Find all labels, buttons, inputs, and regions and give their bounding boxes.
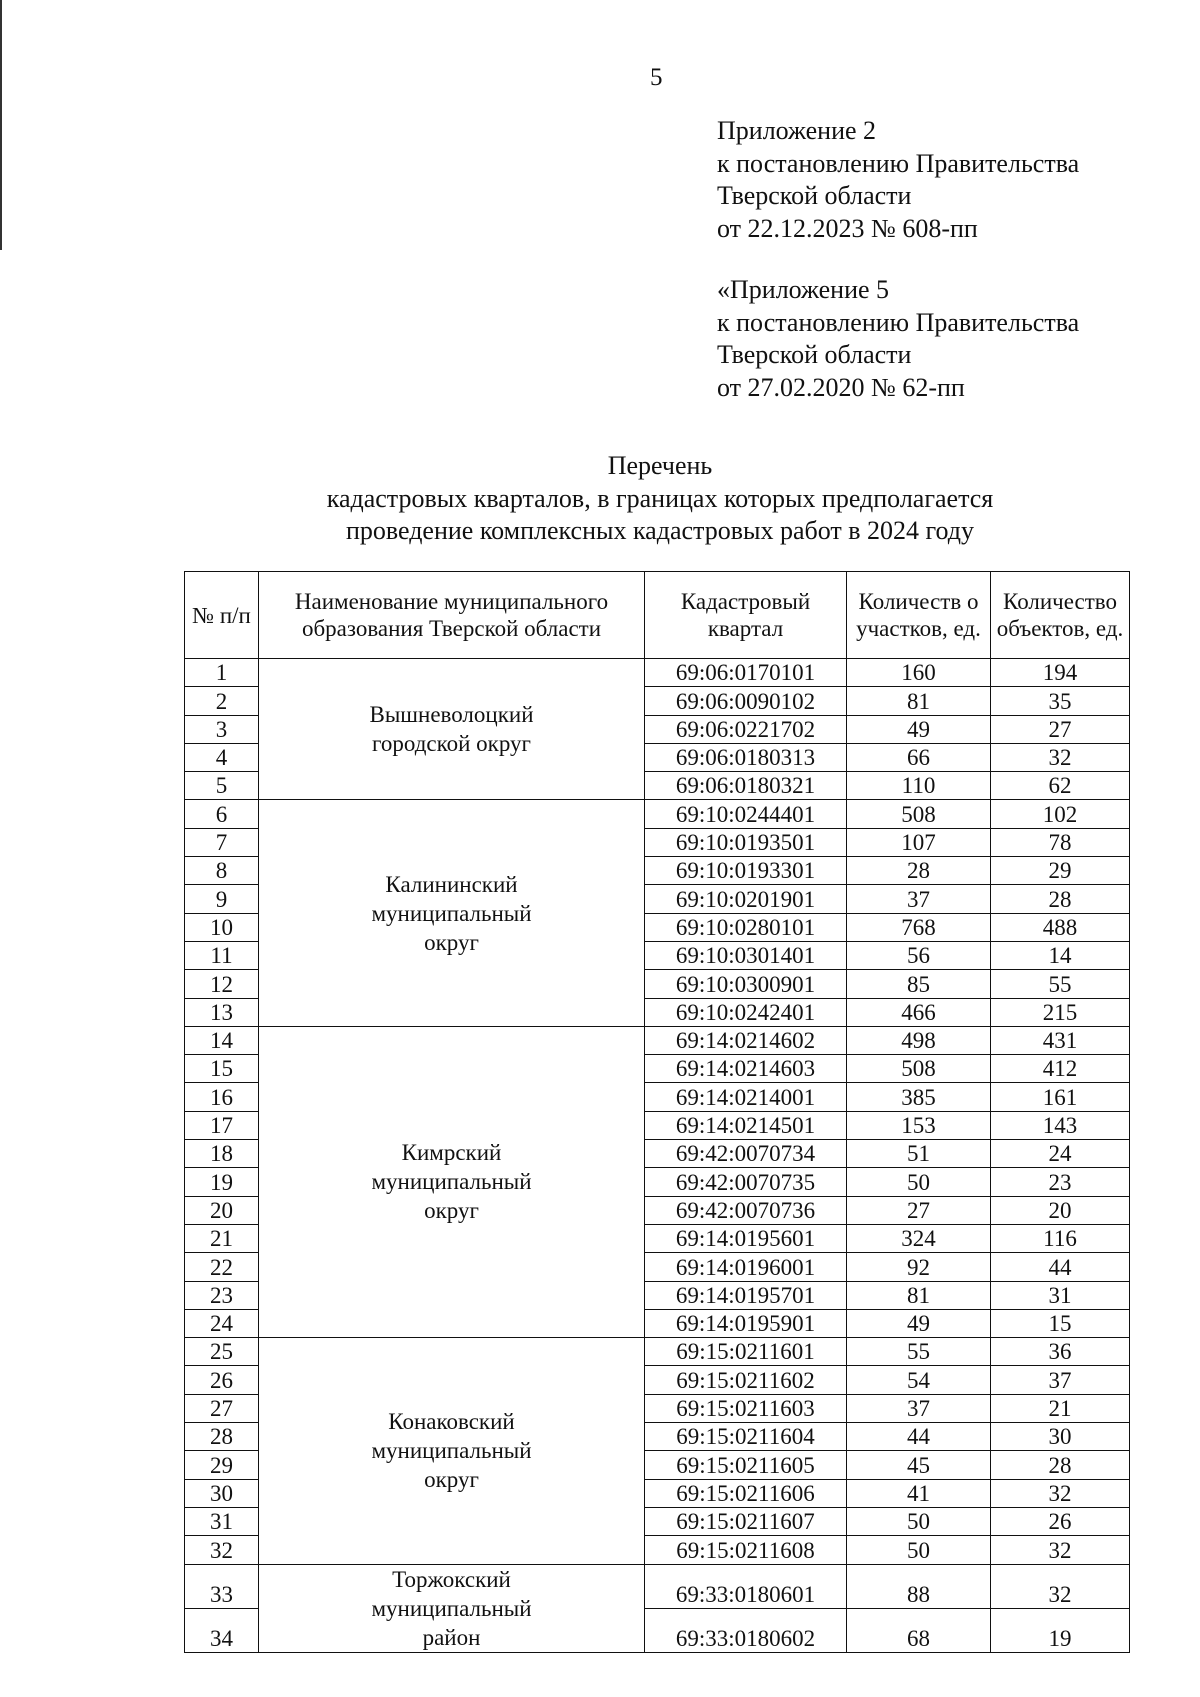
plots-count: 28 bbox=[847, 857, 991, 885]
row-number: 27 bbox=[185, 1394, 259, 1422]
objects-count: 26 bbox=[991, 1507, 1130, 1535]
row-number: 33 bbox=[185, 1564, 259, 1608]
row-number: 14 bbox=[185, 1026, 259, 1054]
plots-count: 66 bbox=[847, 743, 991, 771]
cadastral-quarter: 69:10:0201901 bbox=[645, 885, 847, 913]
table-row bbox=[185, 1338, 1130, 1366]
row-number: 21 bbox=[185, 1224, 259, 1252]
row-number: 11 bbox=[185, 941, 259, 969]
cadastral-quarter: 69:15:0211601 bbox=[645, 1338, 847, 1366]
cadastral-quarter: 69:06:0221702 bbox=[645, 715, 847, 743]
scan-edge-line bbox=[0, 0, 2, 250]
cadastral-quarter: 69:33:0180602 bbox=[645, 1608, 847, 1652]
table-body bbox=[185, 659, 1130, 1653]
title-line: кадастровых кварталов, в границах которых предполагается bbox=[326, 483, 994, 513]
cadastral-quarter: 69:10:0193501 bbox=[645, 828, 847, 856]
cadastral-quarter: 69:10:0193301 bbox=[645, 857, 847, 885]
header-cadastral-quarter: Кадастровый квартал bbox=[645, 572, 847, 659]
row-number: 28 bbox=[185, 1423, 259, 1451]
plots-count: 88 bbox=[847, 1564, 991, 1608]
title-line: Перечень bbox=[607, 451, 713, 480]
row-number: 20 bbox=[185, 1196, 259, 1224]
plots-count: 498 bbox=[847, 1026, 991, 1054]
annex-line: к постановлению Правительства bbox=[717, 307, 1080, 337]
row-number: 23 bbox=[185, 1281, 259, 1309]
row-number: 10 bbox=[185, 913, 259, 941]
cadastral-quarter: 69:06:0090102 bbox=[645, 687, 847, 715]
row-number: 16 bbox=[185, 1083, 259, 1111]
row-number: 15 bbox=[185, 1055, 259, 1083]
plots-count: 49 bbox=[847, 715, 991, 743]
cadastral-quarter: 69:15:0211606 bbox=[645, 1479, 847, 1507]
cadastral-quarter: 69:06:0180313 bbox=[645, 743, 847, 771]
plots-count: 50 bbox=[847, 1536, 991, 1564]
row-number: 1 bbox=[185, 659, 259, 687]
objects-count: 55 bbox=[991, 970, 1130, 998]
cadastral-quarter: 69:06:0180321 bbox=[645, 772, 847, 800]
objects-count: 23 bbox=[991, 1168, 1130, 1196]
row-number: 19 bbox=[185, 1168, 259, 1196]
objects-count: 161 bbox=[991, 1083, 1130, 1111]
row-number: 24 bbox=[185, 1309, 259, 1337]
objects-count: 44 bbox=[991, 1253, 1130, 1281]
plots-count: 49 bbox=[847, 1309, 991, 1337]
cadastral-quarter: 69:14:0195601 bbox=[645, 1224, 847, 1252]
plots-count: 68 bbox=[847, 1608, 991, 1652]
cadastral-quarter: 69:14:0214501 bbox=[645, 1111, 847, 1139]
row-number: 18 bbox=[185, 1140, 259, 1168]
header-plots-count: Количеств о участков, ед. bbox=[847, 572, 991, 659]
objects-count: 27 bbox=[991, 715, 1130, 743]
plots-count: 385 bbox=[847, 1083, 991, 1111]
table-row bbox=[185, 659, 1130, 687]
objects-count: 488 bbox=[991, 913, 1130, 941]
row-number: 31 bbox=[185, 1507, 259, 1535]
plots-count: 107 bbox=[847, 828, 991, 856]
objects-count: 30 bbox=[991, 1423, 1130, 1451]
plots-count: 153 bbox=[847, 1111, 991, 1139]
plots-count: 55 bbox=[847, 1338, 991, 1366]
cadastral-quarter: 69:14:0214602 bbox=[645, 1026, 847, 1054]
row-number: 9 bbox=[185, 885, 259, 913]
objects-count: 194 bbox=[991, 659, 1130, 687]
objects-count: 37 bbox=[991, 1366, 1130, 1394]
title-line: проведение комплексных кадастровых работ в 2024 году bbox=[345, 516, 975, 545]
municipality-name: Калининский муниципальный округ bbox=[259, 800, 645, 1026]
cadastral-quarter: 69:15:0211605 bbox=[645, 1451, 847, 1479]
table-row bbox=[185, 800, 1130, 828]
objects-count: 32 bbox=[991, 1536, 1130, 1564]
objects-count: 116 bbox=[991, 1224, 1130, 1252]
cadastral-quarter: 69:42:0070736 bbox=[645, 1196, 847, 1224]
plots-count: 324 bbox=[847, 1224, 991, 1252]
objects-count: 32 bbox=[991, 1479, 1130, 1507]
municipality-name: Конаковский муниципальный округ bbox=[259, 1338, 645, 1564]
plots-count: 50 bbox=[847, 1507, 991, 1535]
row-number: 17 bbox=[185, 1111, 259, 1139]
plots-count: 27 bbox=[847, 1196, 991, 1224]
plots-count: 44 bbox=[847, 1423, 991, 1451]
objects-count: 31 bbox=[991, 1281, 1130, 1309]
plots-count: 56 bbox=[847, 941, 991, 969]
objects-count: 431 bbox=[991, 1026, 1130, 1054]
plots-count: 85 bbox=[847, 970, 991, 998]
table-header-row bbox=[185, 572, 1130, 659]
objects-count: 19 bbox=[991, 1608, 1130, 1652]
plots-count: 92 bbox=[847, 1253, 991, 1281]
row-number: 2 bbox=[185, 687, 259, 715]
row-number: 32 bbox=[185, 1536, 259, 1564]
objects-count: 29 bbox=[991, 857, 1130, 885]
plots-count: 508 bbox=[847, 1055, 991, 1083]
cadastral-quarter: 69:10:0280101 bbox=[645, 913, 847, 941]
objects-count: 215 bbox=[991, 998, 1130, 1026]
row-number: 8 bbox=[185, 857, 259, 885]
plots-count: 81 bbox=[847, 1281, 991, 1309]
annex-line: от 22.12.2023 № 608-пп bbox=[717, 213, 978, 243]
plots-count: 768 bbox=[847, 913, 991, 941]
objects-count: 36 bbox=[991, 1338, 1130, 1366]
row-number: 26 bbox=[185, 1366, 259, 1394]
cadastral-quarter: 69:06:0170101 bbox=[645, 659, 847, 687]
row-number: 25 bbox=[185, 1338, 259, 1366]
cadastral-quarter: 69:14:0195701 bbox=[645, 1281, 847, 1309]
objects-count: 28 bbox=[991, 1451, 1130, 1479]
objects-count: 28 bbox=[991, 885, 1130, 913]
objects-count: 15 bbox=[991, 1309, 1130, 1337]
cadastral-quarter: 69:42:0070734 bbox=[645, 1140, 847, 1168]
row-number: 12 bbox=[185, 970, 259, 998]
objects-count: 102 bbox=[991, 800, 1130, 828]
objects-count: 14 bbox=[991, 941, 1130, 969]
objects-count: 143 bbox=[991, 1111, 1130, 1139]
cadastral-quarter: 69:33:0180601 bbox=[645, 1564, 847, 1608]
annex-line: Приложение 2 bbox=[717, 116, 877, 145]
objects-count: 24 bbox=[991, 1140, 1130, 1168]
cadastral-quarter: 69:10:0244401 bbox=[645, 800, 847, 828]
annex-line: Тверской области bbox=[717, 181, 912, 210]
page-number: 5 bbox=[650, 64, 663, 91]
annex-line: Тверской области bbox=[717, 340, 912, 369]
objects-count: 62 bbox=[991, 772, 1130, 800]
row-number: 3 bbox=[185, 715, 259, 743]
plots-count: 37 bbox=[847, 1394, 991, 1422]
objects-count: 20 bbox=[991, 1196, 1130, 1224]
cadastral-quarter: 69:10:0301401 bbox=[645, 941, 847, 969]
plots-count: 41 bbox=[847, 1479, 991, 1507]
objects-count: 78 bbox=[991, 828, 1130, 856]
plots-count: 45 bbox=[847, 1451, 991, 1479]
row-number: 34 bbox=[185, 1608, 259, 1652]
annex-current-block bbox=[717, 115, 1079, 245]
cadastral-quarters-table bbox=[184, 571, 1130, 1653]
cadastral-quarter: 69:15:0211608 bbox=[645, 1536, 847, 1564]
objects-count: 32 bbox=[991, 1564, 1130, 1608]
cadastral-quarter: 69:14:0214001 bbox=[645, 1083, 847, 1111]
cadastral-quarter: 69:10:0242401 bbox=[645, 998, 847, 1026]
row-number: 29 bbox=[185, 1451, 259, 1479]
header-municipality: Наименование муниципального образования Тверской области bbox=[259, 572, 645, 659]
plots-count: 81 bbox=[847, 687, 991, 715]
document-title bbox=[0, 450, 1200, 548]
annex-line: от 27.02.2020 № 62-пп bbox=[717, 372, 965, 402]
municipality-name: Кимрский муниципальный округ bbox=[259, 1026, 645, 1337]
municipality-name: Торжокский муниципальный район bbox=[259, 1564, 645, 1652]
row-number: 5 bbox=[185, 772, 259, 800]
cadastral-quarter: 69:14:0214603 bbox=[645, 1055, 847, 1083]
table-row bbox=[185, 1564, 1130, 1608]
plots-count: 508 bbox=[847, 800, 991, 828]
plots-count: 160 bbox=[847, 659, 991, 687]
plots-count: 50 bbox=[847, 1168, 991, 1196]
row-number: 30 bbox=[185, 1479, 259, 1507]
municipality-name: Вышневолоцкий городской округ bbox=[259, 659, 645, 800]
row-number: 7 bbox=[185, 828, 259, 856]
cadastral-quarter: 69:14:0195901 bbox=[645, 1309, 847, 1337]
cadastral-quarter: 69:15:0211607 bbox=[645, 1507, 847, 1535]
cadastral-quarter: 69:14:0196001 bbox=[645, 1253, 847, 1281]
cadastral-quarter: 69:15:0211604 bbox=[645, 1423, 847, 1451]
annex-original-block bbox=[717, 274, 1079, 404]
objects-count: 32 bbox=[991, 743, 1130, 771]
objects-count: 21 bbox=[991, 1394, 1130, 1422]
row-number: 4 bbox=[185, 743, 259, 771]
header-number: № п/п bbox=[185, 572, 259, 659]
cadastral-quarter: 69:15:0211603 bbox=[645, 1394, 847, 1422]
plots-count: 110 bbox=[847, 772, 991, 800]
plots-count: 51 bbox=[847, 1140, 991, 1168]
row-number: 6 bbox=[185, 800, 259, 828]
annex-line: «Приложение 5 bbox=[717, 275, 890, 304]
annex-line: к постановлению Правительства bbox=[717, 148, 1080, 178]
plots-count: 466 bbox=[847, 998, 991, 1026]
objects-count: 412 bbox=[991, 1055, 1130, 1083]
header-objects-count: Количество объектов, ед. bbox=[991, 572, 1130, 659]
plots-count: 37 bbox=[847, 885, 991, 913]
cadastral-quarter: 69:15:0211602 bbox=[645, 1366, 847, 1394]
cadastral-quarter: 69:10:0300901 bbox=[645, 970, 847, 998]
plots-count: 54 bbox=[847, 1366, 991, 1394]
row-number: 13 bbox=[185, 998, 259, 1026]
table-row bbox=[185, 1026, 1130, 1054]
objects-count: 35 bbox=[991, 687, 1130, 715]
row-number: 22 bbox=[185, 1253, 259, 1281]
cadastral-quarter: 69:42:0070735 bbox=[645, 1168, 847, 1196]
